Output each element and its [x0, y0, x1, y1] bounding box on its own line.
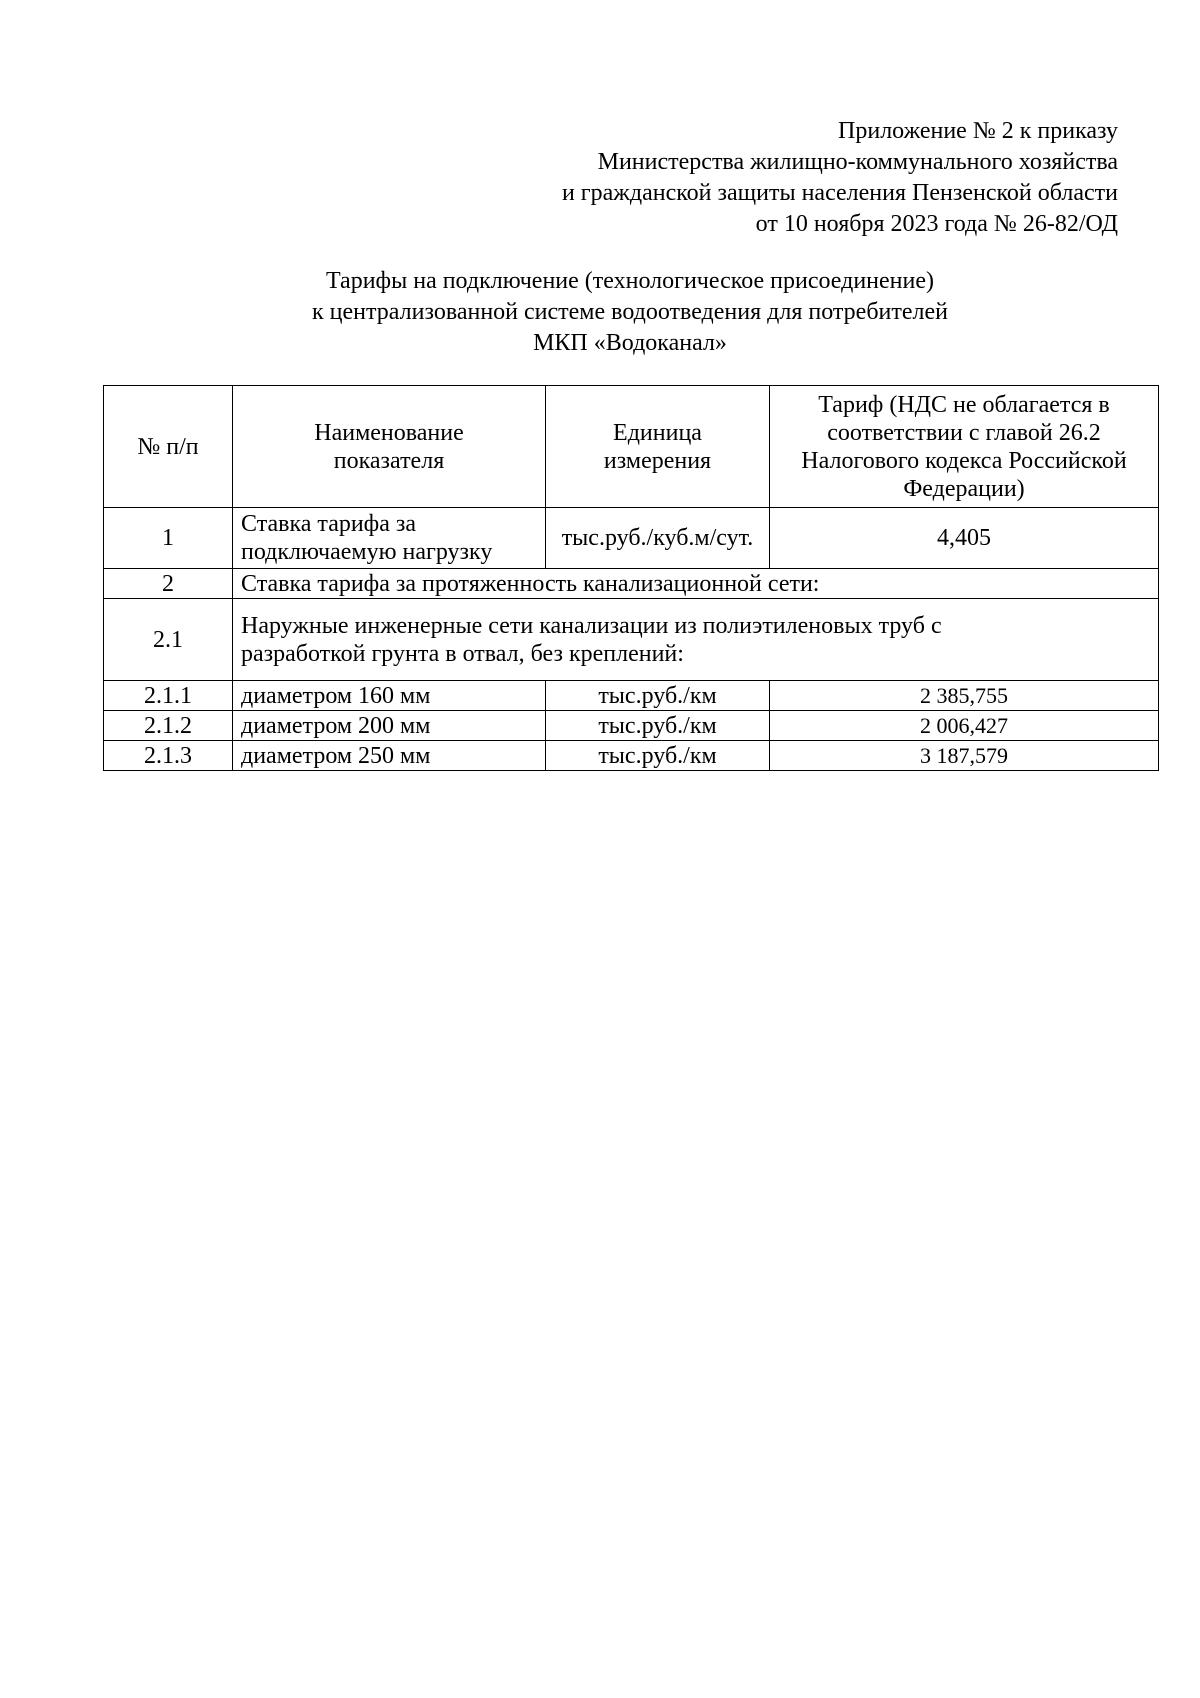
row-number: 1 [104, 508, 233, 569]
row-name: диаметром 160 мм [233, 681, 546, 711]
row-unit: тыс.руб./км [546, 711, 770, 741]
row-number: 2 [104, 569, 233, 599]
header-name: Наименование показателя [233, 386, 546, 508]
row-value: 2 385,755 [770, 681, 1159, 711]
table-row [104, 508, 1159, 569]
row-number: 2.1.2 [104, 711, 233, 741]
table-row [104, 599, 1159, 681]
table-row [104, 681, 1159, 711]
row-number: 2.1.1 [104, 681, 233, 711]
table-row [104, 711, 1159, 741]
table-header-row [104, 386, 1159, 508]
row-number: 2.1.3 [104, 741, 233, 771]
header-unit: Единица измерения [546, 386, 770, 508]
row-value: 4,405 [770, 508, 1159, 569]
row-unit: тыс.руб./км [546, 681, 770, 711]
title-line: Тарифы на подключение (технологическое присоединение) [325, 268, 935, 294]
header-number: № п/п [104, 386, 233, 508]
table-row [104, 741, 1159, 771]
appendix-line: Приложение № 2 к приказу [838, 118, 1118, 144]
row-name: Ставка тарифа за протяженность канализационной сети: [233, 569, 1159, 599]
row-number: 2.1 [104, 599, 233, 681]
table-row [104, 569, 1159, 599]
appendix-header [562, 116, 1118, 240]
title-line: МКП «Водоканал» [533, 330, 727, 356]
appendix-line: Министерства жилищно-коммунального хозяйства [597, 149, 1118, 175]
header-tariff: Тариф (НДС не облагается в соответствии с главой 26.2 Налогового кодекса Российской Федерации) [770, 386, 1159, 508]
row-unit: тыс.руб./куб.м/сут. [546, 508, 770, 569]
row-name: Наружные инженерные сети канализации из полиэтиленовых труб с разработкой грунта в отвал, без креплений: [233, 599, 1159, 681]
row-name: диаметром 250 мм [233, 741, 546, 771]
row-name: диаметром 200 мм [233, 711, 546, 741]
row-unit: тыс.руб./км [546, 741, 770, 771]
row-value: 3 187,579 [770, 741, 1159, 771]
appendix-line: и гражданской защиты населения Пензенской области [561, 180, 1118, 206]
title-line: к централизованной системе водоотведения для потребителей [312, 299, 948, 325]
document-title [0, 266, 1200, 359]
row-value: 2 006,427 [770, 711, 1159, 741]
appendix-line: от 10 ноября 2023 года № 26-82/ОД [755, 211, 1118, 237]
tariff-table [103, 385, 1159, 771]
row-name: Ставка тарифа за подключаемую нагрузку [233, 508, 546, 569]
